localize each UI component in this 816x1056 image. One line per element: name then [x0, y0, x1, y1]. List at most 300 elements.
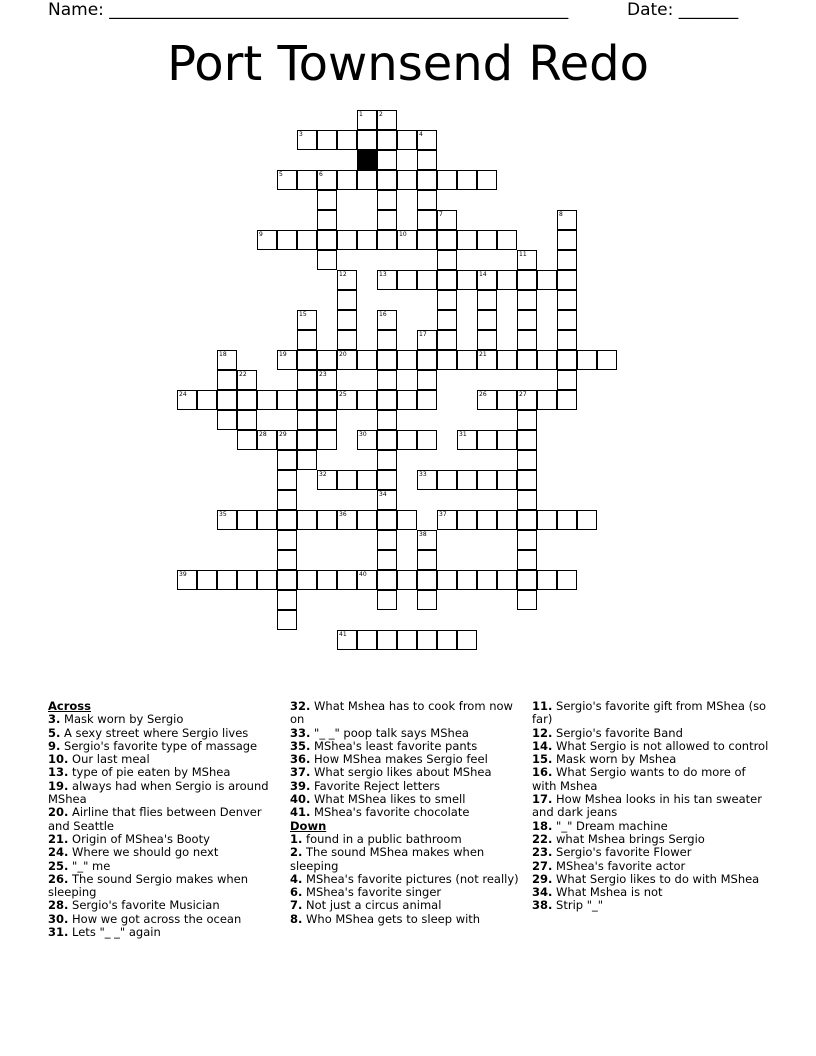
clue-text: type of pie eaten by MShea	[68, 765, 231, 780]
grid-cell[interactable]	[417, 630, 437, 650]
clue-text: Not just a circus animal	[302, 898, 442, 913]
grid-cell[interactable]	[377, 270, 397, 290]
grid-cell[interactable]	[457, 470, 477, 490]
clue-text: "_" me	[68, 858, 111, 873]
grid-cell[interactable]	[377, 470, 397, 490]
clue-number: 23	[319, 371, 327, 378]
grid-cell[interactable]	[337, 170, 357, 190]
grid-cell[interactable]	[237, 570, 257, 590]
clue-item	[532, 740, 773, 753]
clue-item	[532, 833, 773, 846]
grid-cell[interactable]	[317, 210, 337, 230]
grid-cell[interactable]	[437, 170, 457, 190]
grid-cell[interactable]	[277, 570, 297, 590]
grid-cell[interactable]	[537, 510, 557, 530]
grid-cell[interactable]	[357, 170, 377, 190]
clue-number: 40	[359, 571, 367, 578]
clue-text: What Sergio is not allowed to control	[552, 738, 769, 753]
grid-cell[interactable]	[297, 450, 317, 470]
grid-cell[interactable]	[497, 470, 517, 490]
grid-cell[interactable]	[257, 510, 277, 530]
grid-cell[interactable]	[377, 230, 397, 250]
grid-cell[interactable]	[517, 450, 537, 470]
grid-cell[interactable]	[337, 230, 357, 250]
grid-cell[interactable]	[457, 630, 477, 650]
grid-cell[interactable]	[437, 230, 457, 250]
grid-cell[interactable]	[417, 130, 437, 150]
grid-cell[interactable]	[517, 250, 537, 270]
grid-cell[interactable]	[297, 570, 317, 590]
grid-cell[interactable]	[337, 290, 357, 310]
grid-cell[interactable]	[497, 570, 517, 590]
clue-item	[290, 886, 525, 899]
grid-cell[interactable]	[217, 350, 237, 370]
grid-cell[interactable]	[477, 570, 497, 590]
grid-cell[interactable]	[277, 450, 297, 470]
grid-cell[interactable]	[517, 330, 537, 350]
grid-cell[interactable]	[457, 430, 477, 450]
grid-cell[interactable]	[517, 510, 537, 530]
grid-cell[interactable]	[177, 570, 197, 590]
grid-cell[interactable]	[377, 530, 397, 550]
clue-number-label: 35.	[290, 738, 311, 753]
grid-cell[interactable]	[237, 370, 257, 390]
grid-cell[interactable]	[477, 270, 497, 290]
grid-cell[interactable]	[517, 290, 537, 310]
grid-cell[interactable]	[317, 570, 337, 590]
grid-cell[interactable]	[417, 170, 437, 190]
grid-cell[interactable]	[417, 550, 437, 570]
grid-cell[interactable]	[417, 370, 437, 390]
clue-number: 27	[519, 391, 527, 398]
grid-cell[interactable]	[317, 190, 337, 210]
clue-number: 8	[559, 211, 563, 218]
grid-cell[interactable]	[357, 130, 377, 150]
grid-cell[interactable]	[397, 510, 417, 530]
clue-number: 14	[479, 271, 487, 278]
grid-cell[interactable]	[397, 350, 417, 370]
grid-cell[interactable]	[517, 530, 537, 550]
grid-cell[interactable]	[297, 510, 317, 530]
grid-cell[interactable]	[277, 530, 297, 550]
grid-cell[interactable]	[337, 470, 357, 490]
grid-cell[interactable]	[517, 570, 537, 590]
clue-item	[532, 899, 773, 912]
clue-item	[290, 727, 525, 740]
grid-cell[interactable]	[417, 530, 437, 550]
clue-item	[290, 780, 525, 793]
clue-item	[532, 700, 773, 727]
clue-text: Our last meal	[68, 752, 150, 767]
clue-item	[290, 700, 525, 727]
grid-cell[interactable]	[377, 390, 397, 410]
grid-cell[interactable]	[377, 630, 397, 650]
grid-cell[interactable]	[437, 470, 457, 490]
grid-cell[interactable]	[357, 350, 377, 370]
grid-cell[interactable]	[177, 390, 197, 410]
grid-cell[interactable]	[477, 350, 497, 370]
clue-text: A sexy street where Sergio lives	[60, 725, 249, 740]
grid-cell[interactable]	[517, 590, 537, 610]
grid-cell[interactable]	[337, 570, 357, 590]
clue-item	[290, 753, 525, 766]
clue-text: what Mshea brings Sergio	[552, 831, 705, 846]
clue-number-label: 12.	[532, 725, 553, 740]
grid-cell[interactable]	[377, 210, 397, 230]
grid-cell[interactable]	[277, 470, 297, 490]
clue-number-label: 10.	[48, 752, 69, 767]
clue-number-label: 39.	[290, 778, 311, 793]
grid-cell[interactable]	[357, 570, 377, 590]
grid-cell[interactable]	[377, 110, 397, 130]
page-title: Port Townsend Redo	[167, 36, 649, 92]
grid-cell[interactable]	[317, 370, 337, 390]
clue-number: 15	[299, 311, 307, 318]
grid-cell[interactable]	[297, 430, 317, 450]
grid-cell[interactable]	[297, 170, 317, 190]
grid-cell[interactable]	[417, 270, 437, 290]
grid-cell[interactable]	[417, 150, 437, 170]
grid-cell[interactable]	[197, 570, 217, 590]
clue-item	[48, 727, 283, 740]
clue-text: "_ _" poop talk says MShea	[310, 725, 469, 740]
clue-text: Sergio's favorite Musician	[68, 898, 220, 913]
grid-cell[interactable]	[337, 130, 357, 150]
grid-cell[interactable]	[477, 330, 497, 350]
grid-cell[interactable]	[557, 350, 577, 370]
grid-cell[interactable]	[377, 410, 397, 430]
clue-text: "_" Dream machine	[552, 818, 668, 833]
grid-cell[interactable]	[417, 350, 437, 370]
grid-cell[interactable]	[377, 150, 397, 170]
clue-text: Who MShea gets to sleep with	[302, 911, 481, 926]
grid-cell[interactable]	[337, 310, 357, 330]
grid-cell[interactable]	[217, 370, 237, 390]
clue-column-2	[290, 700, 525, 926]
clue-number: 7	[439, 211, 443, 218]
grid-cell[interactable]	[357, 470, 377, 490]
grid-cell[interactable]	[317, 410, 337, 430]
grid-cell[interactable]	[317, 470, 337, 490]
grid-cell[interactable]	[397, 570, 417, 590]
grid-cell[interactable]	[397, 430, 417, 450]
grid-cell[interactable]	[297, 370, 317, 390]
grid-cell[interactable]	[517, 270, 537, 290]
grid-cell[interactable]	[217, 510, 237, 530]
grid-cell[interactable]	[297, 310, 317, 330]
clue-number-label: 18.	[532, 818, 553, 833]
clue-number: 33	[419, 471, 427, 478]
clue-list	[48, 700, 773, 950]
clue-text: What MShea likes to smell	[310, 792, 466, 807]
clue-number: 4	[419, 131, 423, 138]
grid-cell[interactable]	[277, 430, 297, 450]
clue-item	[290, 846, 525, 873]
grid-cell[interactable]	[357, 430, 377, 450]
grid-cell[interactable]	[437, 350, 457, 370]
grid-cell[interactable]	[317, 350, 337, 370]
grid-cell[interactable]	[377, 350, 397, 370]
grid-cell[interactable]	[237, 510, 257, 530]
clue-number: 35	[219, 511, 227, 518]
grid-cell[interactable]	[337, 330, 357, 350]
grid-cell[interactable]	[437, 290, 457, 310]
grid-cell[interactable]	[297, 410, 317, 430]
grid-cell[interactable]	[257, 570, 277, 590]
grid-cell[interactable]	[417, 590, 437, 610]
clue-text: Where we should go next	[68, 845, 219, 860]
grid-cell[interactable]	[377, 370, 397, 390]
grid-cell[interactable]	[557, 210, 577, 230]
grid-cell[interactable]	[517, 550, 537, 570]
grid-cell[interactable]	[197, 390, 217, 410]
grid-cell[interactable]	[357, 630, 377, 650]
grid-cell[interactable]	[437, 510, 457, 530]
grid-cell[interactable]	[437, 250, 457, 270]
grid-cell[interactable]	[437, 630, 457, 650]
grid-cell[interactable]	[217, 570, 237, 590]
clue-item	[532, 860, 773, 873]
clue-number-label: 24.	[48, 845, 69, 860]
grid-cell[interactable]	[297, 330, 317, 350]
grid-cell[interactable]	[517, 310, 537, 330]
grid-cell[interactable]	[497, 390, 517, 410]
grid-cell[interactable]	[277, 230, 297, 250]
grid-cell[interactable]	[477, 430, 497, 450]
grid-cell[interactable]	[277, 510, 297, 530]
grid-cell[interactable]	[437, 570, 457, 590]
grid-cell[interactable]	[397, 130, 417, 150]
grid-cell[interactable]	[417, 190, 437, 210]
grid-cell[interactable]	[557, 290, 577, 310]
grid-cell[interactable]	[277, 350, 297, 370]
grid-cell[interactable]	[217, 390, 237, 410]
grid-cell[interactable]	[477, 170, 497, 190]
name-field-label[interactable]: Name: ______________________________________________________	[48, 0, 569, 20]
grid-cell[interactable]	[557, 370, 577, 390]
grid-cell[interactable]	[297, 390, 317, 410]
grid-cell[interactable]	[477, 230, 497, 250]
grid-cell[interactable]	[477, 470, 497, 490]
grid-cell[interactable]	[357, 390, 377, 410]
grid-cell[interactable]	[377, 570, 397, 590]
grid-cell[interactable]	[257, 390, 277, 410]
clue-item	[532, 727, 773, 740]
clue-item	[48, 766, 283, 779]
grid-cell[interactable]	[557, 270, 577, 290]
grid-cell[interactable]	[237, 390, 257, 410]
clue-number: 13	[379, 271, 387, 278]
clue-item	[48, 860, 283, 873]
grid-cell[interactable]	[277, 490, 297, 510]
grid-cell[interactable]	[377, 330, 397, 350]
grid-cell[interactable]	[457, 510, 477, 530]
grid-cell[interactable]	[237, 430, 257, 450]
grid-cell[interactable]	[357, 110, 377, 130]
grid-cell[interactable]	[437, 310, 457, 330]
clue-number: 22	[239, 371, 247, 378]
grid-cell[interactable]	[497, 350, 517, 370]
grid-cell[interactable]	[437, 210, 457, 230]
grid-cell[interactable]	[457, 270, 477, 290]
grid-cell[interactable]	[397, 170, 417, 190]
grid-cell[interactable]	[417, 230, 437, 250]
grid-cell[interactable]	[497, 430, 517, 450]
grid-cell[interactable]	[577, 350, 597, 370]
grid-cell[interactable]	[397, 230, 417, 250]
grid-cell[interactable]	[457, 570, 477, 590]
grid-cell[interactable]	[457, 230, 477, 250]
grid-cell[interactable]	[497, 270, 517, 290]
clue-item	[48, 899, 283, 912]
clue-number-label: 8.	[290, 911, 303, 926]
grid-cell[interactable]	[517, 390, 537, 410]
clue-number: 2	[379, 111, 383, 118]
grid-cell[interactable]	[517, 350, 537, 370]
grid-cell[interactable]	[497, 230, 517, 250]
grid-cell[interactable]	[237, 410, 257, 430]
grid-cell[interactable]	[577, 510, 597, 530]
grid-cell[interactable]	[457, 170, 477, 190]
clue-item	[290, 740, 525, 753]
grid-cell[interactable]	[557, 570, 577, 590]
grid-cell[interactable]	[297, 130, 317, 150]
grid-cell[interactable]	[557, 330, 577, 350]
grid-cell[interactable]	[317, 230, 337, 250]
grid-cell[interactable]	[417, 570, 437, 590]
grid-cell[interactable]	[557, 230, 577, 250]
grid-cell[interactable]	[377, 170, 397, 190]
clue-number-label: 4.	[290, 871, 303, 886]
clue-number-label: 20.	[48, 805, 69, 820]
grid-cell[interactable]	[377, 190, 397, 210]
grid-cell[interactable]	[497, 510, 517, 530]
grid-cell[interactable]	[397, 270, 417, 290]
grid-cell[interactable]	[417, 330, 437, 350]
grid-cell[interactable]	[317, 390, 337, 410]
grid-cell[interactable]	[357, 230, 377, 250]
section-heading: Across	[48, 699, 91, 713]
grid-cell[interactable]	[517, 430, 537, 450]
grid-cell[interactable]	[477, 310, 497, 330]
grid-cell[interactable]	[517, 410, 537, 430]
clue-item	[532, 846, 773, 859]
grid-cell[interactable]	[277, 610, 297, 630]
clue-text: MShea's favorite chocolate	[310, 805, 470, 820]
grid-cell[interactable]	[557, 390, 577, 410]
section-heading: Down	[290, 818, 327, 833]
grid-cell[interactable]	[377, 510, 397, 530]
grid-cell[interactable]	[317, 170, 337, 190]
grid-cell[interactable]	[257, 430, 277, 450]
grid-cell[interactable]	[317, 430, 337, 450]
grid-cell[interactable]	[297, 350, 317, 370]
clue-text: Airline that flies between Denver and Seattle	[48, 805, 262, 833]
clue-text: MShea's favorite pictures (not really)	[302, 871, 519, 886]
grid-cell[interactable]	[537, 270, 557, 290]
grid-cell[interactable]	[417, 430, 437, 450]
grid-cell[interactable]	[477, 510, 497, 530]
grid-cell[interactable]	[537, 390, 557, 410]
grid-cell[interactable]	[517, 490, 537, 510]
clue-number-label: 3.	[48, 712, 61, 727]
grid-cell[interactable]	[317, 510, 337, 530]
clue-item	[48, 740, 283, 753]
grid-cell[interactable]	[337, 510, 357, 530]
grid-cell[interactable]	[437, 330, 457, 350]
clue-number-label: 27.	[532, 858, 553, 873]
grid-cell[interactable]	[337, 390, 357, 410]
clue-number-label: 31.	[48, 925, 69, 940]
grid-cell[interactable]	[277, 590, 297, 610]
grid-cell[interactable]	[457, 350, 477, 370]
grid-cell[interactable]	[537, 570, 557, 590]
grid-cell[interactable]	[377, 590, 397, 610]
grid-cell[interactable]	[557, 510, 577, 530]
grid-cell[interactable]	[397, 390, 417, 410]
clue-number: 9	[259, 231, 263, 238]
grid-cell[interactable]	[377, 310, 397, 330]
grid-cell[interactable]	[277, 390, 297, 410]
clue-column-1	[48, 700, 283, 939]
grid-cell[interactable]	[377, 490, 397, 510]
grid-cell[interactable]	[317, 250, 337, 270]
grid-cell[interactable]	[377, 450, 397, 470]
grid-cell[interactable]	[557, 250, 577, 270]
clue-number: 25	[339, 391, 347, 398]
grid-cell[interactable]	[477, 390, 497, 410]
grid-cell[interactable]	[377, 430, 397, 450]
clue-text: MShea's favorite singer	[302, 885, 442, 900]
grid-cell[interactable]	[217, 410, 237, 430]
grid-cell[interactable]	[437, 270, 457, 290]
grid-cell[interactable]	[337, 270, 357, 290]
grid-cell[interactable]	[377, 130, 397, 150]
clue-item	[290, 899, 525, 912]
clue-number-label: 5.	[48, 725, 61, 740]
grid-cell[interactable]	[317, 130, 337, 150]
grid-cell[interactable]	[517, 470, 537, 490]
grid-cell[interactable]	[277, 550, 297, 570]
grid-cell[interactable]	[397, 630, 417, 650]
grid-cell[interactable]	[597, 350, 617, 370]
grid-cell[interactable]	[417, 390, 437, 410]
grid-cell[interactable]	[277, 170, 297, 190]
clue-item	[48, 833, 283, 846]
date-field-label[interactable]: Date: _______	[627, 0, 739, 20]
clue-number-label: 29.	[532, 871, 553, 886]
clue-text: Lets "_ _" again	[68, 925, 161, 940]
clue-text: What Mshea is not	[552, 885, 663, 900]
grid-cell[interactable]	[537, 350, 557, 370]
grid-cell[interactable]	[337, 630, 357, 650]
grid-cell[interactable]	[357, 510, 377, 530]
clue-text: MShea's least favorite pants	[310, 738, 478, 753]
grid-cell[interactable]	[417, 210, 437, 230]
clue-number: 24	[179, 391, 187, 398]
grid-cell[interactable]	[557, 310, 577, 330]
clue-item	[532, 873, 773, 886]
grid-cell[interactable]	[297, 230, 317, 250]
grid-cell[interactable]	[377, 550, 397, 570]
clue-text: Favorite Reject letters	[310, 778, 441, 793]
clue-number-label: 14.	[532, 738, 553, 753]
grid-cell[interactable]	[477, 290, 497, 310]
grid-cell[interactable]	[417, 470, 437, 490]
grid-cell[interactable]	[257, 230, 277, 250]
clue-number: 18	[219, 351, 227, 358]
grid-cell[interactable]	[337, 350, 357, 370]
